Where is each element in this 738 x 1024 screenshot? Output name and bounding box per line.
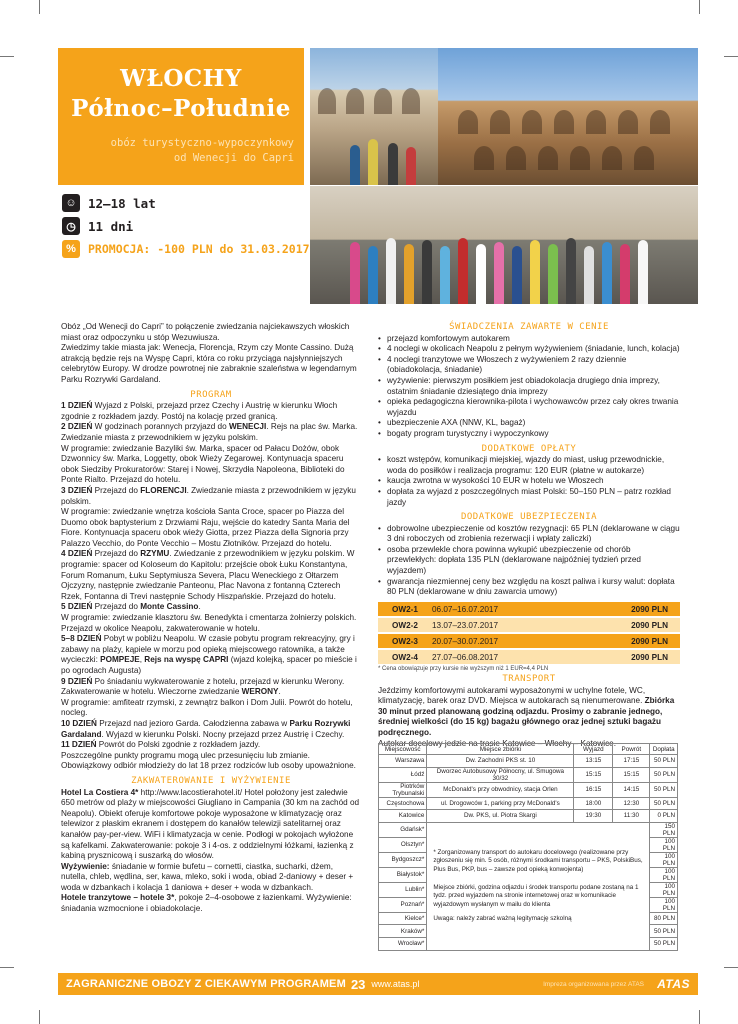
program-day	[61, 634, 361, 676]
city-cell: Częstochowa	[379, 797, 427, 810]
day-highlight: WENECJI	[228, 422, 267, 432]
day-text: (wjazd kolejką, spacer po mieście i po ogrodach Augusta)	[61, 655, 357, 675]
percent-icon: %	[62, 240, 80, 258]
day-label: 4 DZIEŃ	[61, 549, 93, 559]
turnus-price: 2090 PLN	[631, 620, 668, 630]
place-cell: ul. Drogowców 1, parking przy McDonald's	[427, 797, 574, 810]
city-cell: Piotrków Trybunalski	[379, 782, 427, 797]
day-text: W programie: zwiedzanie Bazyliki św. Marka, spacer od Pałacu Dożów, obok Dzwonnicy św. Marka, Loggetty, obok Wieży Zegarowej. Kontynuacja spaceru obok Siedziby Prokuratorów: Starej i Nowej, Skrzydła Napoleona, Biblioteki do Ponte Rialto. Przejazd do hotelu.	[61, 443, 345, 485]
right-column	[378, 322, 680, 613]
program-day	[61, 444, 361, 486]
departure-cell: 18:00	[574, 797, 613, 810]
return-cell: 15:15	[613, 767, 650, 782]
included-heading: ŚWIADCZENIA ZAWARTE W CENIE	[449, 322, 609, 332]
table-row	[379, 755, 678, 768]
accommodation-paragraph	[61, 788, 361, 862]
age-icon: ☺	[62, 194, 80, 212]
day-label: 10 DZIEŃ	[61, 718, 97, 728]
table-row	[379, 810, 678, 823]
connection-note: Uwaga: należy zabrać ważną legitymację szkolną	[433, 915, 572, 923]
program-day	[61, 613, 361, 634]
insurance-list	[378, 524, 680, 598]
city-cell: Wrocław*	[379, 937, 427, 950]
city-cell: Warszawa	[379, 755, 427, 768]
day-text: Pobyt w pobliżu Neapolu. W czasie pobytu program rekreacyjny, gry i zabawy na plaży, kąpiele w morzu pod opieką miejscowego ratownika, a także wycieczki:	[61, 634, 355, 665]
city-cell: Poznań*	[379, 897, 427, 912]
day-text: Obowiązkowy odbiór młodzieży do lat 18 przez rodziców lub osoby upoważnione.	[61, 761, 356, 771]
program-day	[61, 486, 361, 507]
venice-photo	[310, 48, 438, 185]
departure-table	[378, 743, 678, 951]
fee-cell: 100 PLN	[650, 837, 678, 852]
program-day	[61, 751, 361, 762]
intro-paragraph: Zwiedzimy takie miasta jak: Wenecja, Florencja, Rzym czy Monte Cassino. Dużą atrakcją będzie rejs na Wyspę Capri, która co roku przyciąga najsłynniejszych celebrytów Europy. W drodze powrotnej nie zabraknie szaleństwa w legendarnym Parku Rozrywki Gardaland.	[61, 343, 357, 384]
transport-paragraph	[378, 686, 680, 739]
turnus-code: OW2-1	[392, 604, 418, 614]
day-text: . Zwiedzanie z przewodnikiem w języku polskim. W programie: spacer od Koloseum do Kapitolu: przejście obok Łuku Konstantyna, Forum Romanum, Łuku Septymiusza Severa, Placu Weneckiego z Ołtarzem Ojczyzny, następnie zwiedzanie Panteonu, Plac Navona z fontanną Czterech Rzek, Fontanna di Trevi następnie Schody Hiszpańskie. Przejazd do hotelu.	[61, 549, 355, 601]
day-label: 5–8 DZIEŃ	[61, 634, 102, 644]
table-row	[378, 618, 680, 632]
footer-title: ZAGRANICZNE OBOZY Z CIEKAWYM PROGRAMEM	[66, 978, 346, 990]
day-text: Poszczególne punkty programu mogą ulec przesunięciu lub zmianie.	[61, 750, 310, 760]
promo-text: PROMOCJA: -100 PLN do 31.03.2017	[88, 242, 310, 256]
turnus-price: 2090 PLN	[631, 652, 668, 662]
day-text: . Zwiedzanie miasta z przewodnikiem w języku polskim.	[61, 485, 356, 506]
turnus-code: OW2-2	[392, 620, 418, 630]
turnus-dates: 20.07–30.07.2017	[432, 636, 499, 646]
program-heading: PROGRAM	[190, 389, 232, 400]
fee-cell: 150 PLN	[650, 822, 678, 837]
list-item: • osoba przewlekle chora powinna wykupić ubezpieczenie od chorób przewlekłych: dopłata 135 PLN (deklarowane najpóźniej tydzień przed wyjazdem)	[378, 545, 680, 577]
program-day	[61, 422, 361, 443]
hotel-name: Hotel La Costiera 4*	[61, 787, 139, 797]
place-cell: Dw. PKS, ul. Piotra Skargi	[427, 810, 574, 823]
return-cell: 12:30	[613, 797, 650, 810]
promo-row	[62, 239, 310, 259]
city-cell: Lublin*	[379, 882, 427, 897]
city-cell: Katowice	[379, 810, 427, 823]
fee-cell: 100 PLN	[650, 852, 678, 867]
extra-fees-list	[378, 455, 680, 508]
table-row	[379, 822, 678, 837]
return-cell: 17:15	[613, 755, 650, 768]
accommodation-heading: ZAKWATEROWANIE I WYŻYWIENIE	[131, 775, 291, 786]
transport-section	[378, 674, 680, 749]
program-list	[61, 401, 361, 772]
program-day	[61, 401, 361, 422]
day-text: . Rejs na plac św. Marka. Zwiedzanie miasta z przewodnikiem w języku polskim.	[61, 422, 358, 442]
price-note: * Cena obowiązuje przy kursie nie wyższym niż 1 EUR=4,4 PLN	[378, 666, 549, 672]
day-text: . Wyjazd w kierunku Polski. Nocny przejazd przez Austrię i Czechy.	[101, 729, 345, 739]
return-cell: 14:15	[613, 782, 650, 797]
list-item: • 4 noclegi tranzytowe we Włoszech z wyżywieniem 2 razy dziennie (obiadokolacja, śniadanie)	[378, 355, 680, 376]
col-header-place: Miejsce zbiórki	[427, 744, 574, 755]
transit-hotels-description: , pokoje 2–4-osobowe z łazienkami. Wyżywienie: śniadania wzmocnione i obiadokolacje.	[61, 893, 352, 914]
title-line-2: Północ–Południe	[71, 95, 291, 122]
day-text: W programie: zwiedzanie klasztoru św. Benedykta i cmentarza żołnierzy polskich. Przejazd w okolice Neapolu, zakwaterowanie w hotelu.	[61, 613, 357, 633]
fee-cell: 50 PLN	[650, 782, 678, 797]
day-text: Po śniadaniu wykwaterowanie z hotelu, przejazd w kierunku Werony. Zakwaterowanie w hotelu. Wieczorne zwiedzanie	[61, 676, 345, 697]
food-description: śniadanie w formie bufetu – cornetti, ciastka, sucharki, dżem, nutella, chleb, wędlina, ser, kawa, mleko, soki i woda, obiad 2-daniowy + deser + woda w dzbankach i kolacja 1 daniowa + deser + woda w dzbankach.	[61, 861, 354, 892]
extra-fees-heading: DODATKOWE OPŁATY	[481, 443, 577, 454]
day-highlight: Rejs na wyspę CAPRI	[144, 655, 229, 665]
col-header-fee: Dopłata	[650, 744, 678, 755]
list-item: • bogaty program turystyczny i wypoczynkowy	[378, 429, 680, 440]
table-row	[378, 634, 680, 648]
day-text: Wyjazd z Polski, przejazd przez Czechy i Austrię w kierunku Włoch zgodnie z rozkładem jazdy. Postój na kolację przed granicą.	[61, 401, 338, 421]
organizer-text: Impreza organizowana przez ATAS	[543, 980, 644, 988]
place-cell: Dw. Zachodni PKS st. 10	[427, 755, 574, 768]
table-row	[379, 782, 678, 797]
table-row	[378, 650, 680, 664]
table-row	[379, 767, 678, 782]
food-paragraph	[61, 862, 361, 894]
transport-bold-text: Zbiórka 30 minut przed planowaną godziną odjazdu. Prosimy o zabranie jednego, średniej wielkości (do 15 kg) bagażu głównego oraz jednej sztuki bagażu podręcznego.	[378, 696, 675, 737]
connection-note: * Zorganizowany transport do autokaru docelowego (realizowane przy zgłoszeniu się min. 5 osób, różnymi środkami transportu – PKS, PolskiBus, Plus Bus, PKP, bus – zawsze pod opieką konwojenta)	[433, 848, 643, 873]
hero-banner	[58, 48, 304, 185]
transport-heading: TRANSPORT	[502, 674, 556, 684]
footer-url[interactable]: www.atas.pl	[371, 979, 420, 989]
table-row	[378, 602, 680, 616]
age-row	[62, 193, 156, 213]
list-item: • opieka pedagogiczna kierownika-pilota i wychowawców przez cały okres trwania wyjazdu	[378, 397, 680, 418]
city-cell: Kielce*	[379, 912, 427, 925]
day-text: .	[198, 602, 201, 612]
departure-cell: 15:15	[574, 767, 613, 782]
col-header-return: Powrót	[613, 744, 650, 755]
age-text: 12–18 lat	[88, 195, 156, 211]
connection-note-cell	[427, 822, 650, 950]
page-title	[58, 64, 304, 124]
day-text: Przejazd do	[92, 549, 141, 559]
place-cell: Dworzec Autobusowy Północny, ul. Smugowa 30/32	[427, 767, 574, 782]
day-label: 1 DZIEŃ	[61, 401, 93, 411]
transit-hotels-label: Hotele tranzytowe – hotele 3*	[61, 893, 175, 903]
transit-hotels-paragraph	[61, 893, 361, 914]
list-item: • 4 noclegi w okolicach Neapolu z pełnym wyżywieniem (śniadanie, lunch, kolacja)	[378, 344, 680, 355]
fee-cell: 50 PLN	[650, 925, 678, 938]
day-label: 9 DZIEŃ	[61, 676, 93, 686]
day-highlight: WERONY	[241, 687, 279, 697]
page-subtitle	[58, 136, 294, 166]
fee-cell: 50 PLN	[650, 767, 678, 782]
page-number: 23	[350, 976, 366, 992]
city-cell: Bydgoszcz*	[379, 852, 427, 867]
connection-note: Miejsce zbiórki, godzina odjazdu i środek transportu podane zostaną na 1 tydz. przed wyjazdem na stronie internetowej oraz w komunikacie wyjazdowym wysłanym w mailu do klienta	[433, 883, 639, 908]
program-day	[61, 698, 361, 719]
list-item: • kaucja zwrotna w wysokości 10 EUR w hotelu we Włoszech	[378, 476, 680, 487]
subtitle-line-2: od Wenecji do Capri	[173, 152, 294, 164]
place-cell: McDonald's przy obwodnicy, stacja Orlen	[427, 782, 574, 797]
transport-route: Autokar docelowy jedzie na trasie Katowice – Włochy – Katowice.	[378, 738, 617, 748]
subtitle-line-1: obóz turystyczno-wypoczynkowy	[110, 137, 294, 149]
day-text: W godzinach porannych przyjazd do	[92, 422, 229, 432]
atas-logo: ATAS	[657, 977, 690, 991]
day-label: 11 DZIEŃ	[61, 740, 97, 750]
city-cell: Olsztyn*	[379, 837, 427, 852]
city-cell: Kraków*	[379, 925, 427, 938]
turnus-dates: 13.07–23.07.2017	[432, 620, 499, 630]
day-text: Przejazd do	[92, 485, 141, 495]
departure-cell: 19:30	[574, 810, 613, 823]
col-header-city: Miejscowość	[379, 744, 427, 755]
fee-cell: 50 PLN	[650, 755, 678, 768]
return-cell: 11:30	[613, 810, 650, 823]
list-item: • dobrowolne ubezpieczenie od kosztów rezygnacji: 65 PLN (deklarowane w ciągu 3 dni roboczych od zrobienia rezerwacji i wpłaty zaliczki)	[378, 524, 680, 545]
program-day	[61, 677, 361, 698]
intro-paragraph: Obóz „Od Wenecji do Capri” to połączenie zwiedzania najciekawszych włoskich miast oraz odpoczynku u stóp Wezuwiusza.	[61, 322, 350, 342]
fee-cell: 100 PLN	[650, 882, 678, 897]
day-label: 3 DZIEŃ	[61, 485, 93, 495]
list-item: • ubezpieczenie AXA (NNW, KL, bagaż)	[378, 418, 680, 429]
day-highlight: Monte Cassino	[140, 602, 199, 612]
footer-bar	[58, 973, 698, 995]
fee-cell: 100 PLN	[650, 867, 678, 882]
fee-cell: 80 PLN	[650, 912, 678, 925]
program-day	[61, 549, 361, 602]
day-label: 5 DZIEŃ	[61, 602, 93, 612]
day-highlight: Parku Rozrywki Gardaland	[61, 718, 351, 739]
food-label: Wyżywienie:	[61, 861, 110, 871]
turnus-price: 2090 PLN	[631, 604, 668, 614]
table-row	[379, 797, 678, 810]
calendar-icon: ◷	[62, 217, 80, 235]
day-highlight: POMPEJE	[100, 655, 140, 665]
program-day	[61, 719, 361, 740]
day-text: Przejazd do	[92, 602, 141, 612]
city-cell: Gdańsk*	[379, 822, 427, 837]
departure-cell: 13:15	[574, 755, 613, 768]
insurance-heading: DODATKOWE UBEZPIECZENIA	[460, 512, 598, 523]
left-column	[61, 322, 361, 915]
day-text: .	[278, 687, 281, 697]
program-day	[61, 740, 361, 751]
fee-cell: 100 PLN	[650, 897, 678, 912]
day-label: 2 DZIEŃ	[61, 422, 93, 432]
turnus-code: OW2-4	[392, 652, 418, 662]
colosseum-photo	[438, 48, 698, 185]
group-photo	[310, 186, 698, 304]
included-list	[378, 334, 680, 440]
table-header-row	[379, 744, 678, 755]
fee-cell: 50 PLN	[650, 937, 678, 950]
hotel-description: http://www.lacostierahotel.it/ Hotel położony jest zaledwie 650 metrów od plaży w miejscowości Giugliano in Campania (30 km na zachód od Neapolu). Obiekt oferuje komfortowe pokoje wyposażone w klimatyzację oraz telewizor z płaskim ekranem i dostępem do kanałów telewizji satelitarnej oraz kanałów pay-per-view. WiFi i klimatyzacja w cenie. Podłogi w pokojach wyłożone są kafelkami. Zakwaterowanie: pokoje 3 i 4-os. z oddzielnymi łóżkami, łazienką z kabiną prysznicową i suszarką do włosów.	[61, 787, 360, 861]
fee-cell: 50 PLN	[650, 797, 678, 810]
list-item: • koszt wstępów, komunikacji miejskiej, wjazdy do miast, usług przewodnickie, woda do posiłków i realizacja programu: 120 EUR (płatne w autokarze)	[378, 455, 680, 476]
duration-row	[62, 216, 133, 236]
day-text: Przejazd nad jezioro Garda. Całodzienna zabawa w	[96, 718, 290, 728]
day-text: W programie: zwiedzanie wnętrza kościoła Santa Croce, spacer po Piazza del Duomo obok baptysterium z Drzwiami Raju, wejście do katedry Santa Maria del Fiore. Kontynuacja spaceru obok wieży Giotta, przez Piazza della Signoria przy Palazzo Vecchio, do Ponte Vecchio – Mostu Złotników. Przejazd do hotelu.	[61, 507, 350, 548]
turnus-code: OW2-3	[392, 636, 418, 646]
day-text: ,	[139, 655, 145, 665]
fee-cell: 0 PLN	[650, 810, 678, 823]
departure-cell: 16:15	[574, 782, 613, 797]
day-highlight: FLORENCJI	[140, 485, 187, 495]
program-day	[61, 761, 361, 772]
program-day	[61, 507, 361, 549]
price-table	[378, 602, 680, 672]
list-item: • przejazd komfortowym autokarem	[378, 334, 680, 345]
title-line-1: WŁOCHY	[120, 65, 242, 92]
program-day	[61, 602, 361, 613]
day-highlight: RZYMU	[140, 549, 170, 559]
turnus-price: 2090 PLN	[631, 636, 668, 646]
list-item: • dopłata za wyjazd z poszczególnych miast Polski: 50–150 PLN – patrz rozkład jazdy	[378, 487, 680, 508]
city-cell: Białystok*	[379, 867, 427, 882]
list-item: • gwarancja niezmiennej ceny bez względu na koszt paliwa i kursy walut: dopłata 80 PLN (deklarowane w dniu zawarcia umowy)	[378, 577, 680, 598]
turnus-dates: 27.07–06.08.2017	[432, 652, 499, 662]
city-cell: Łódź	[379, 767, 427, 782]
transport-text: Jeździmy komfortowymi autokarami wyposażonymi w uchylne fotele, WC, klimatyzację, barek oraz DVD. Miejsca w autokarach są nienumerowane.	[378, 685, 646, 706]
day-text: Powrót do Polski zgodnie z rozkładem jazdy.	[96, 740, 261, 750]
col-header-departure: Wyjazd	[574, 744, 613, 755]
list-item: • wyżywienie: pierwszym posiłkiem jest obiadokolacja drugiego dnia imprezy, ostatnim śniadanie dziesiątego dnia imprezy	[378, 376, 680, 397]
duration-text: 11 dni	[88, 218, 134, 234]
turnus-dates: 06.07–16.07.2017	[432, 604, 499, 614]
day-text: W programie: amfiteatr rzymski, z zewnątrz balkon i Dom Julii. Powrót do hotelu, nocleg.	[61, 697, 353, 718]
